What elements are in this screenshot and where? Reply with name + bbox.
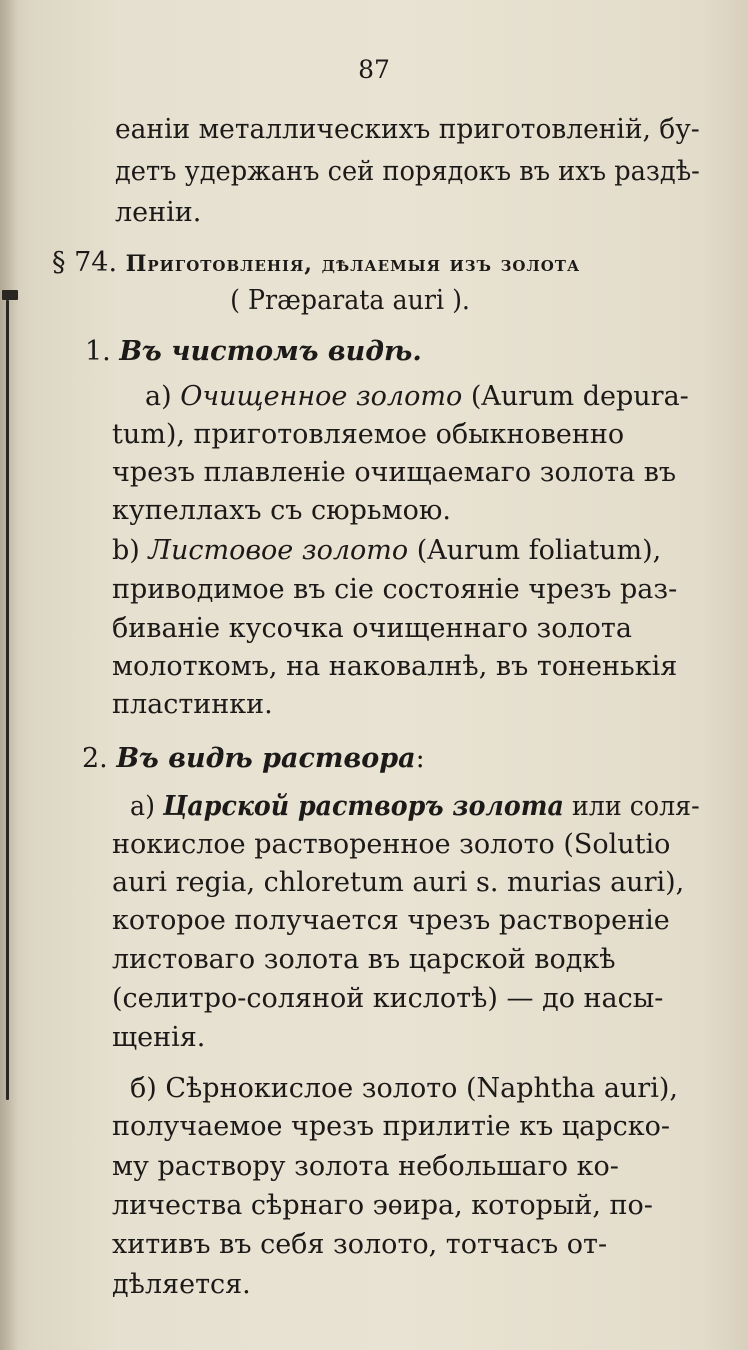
line-text: получаемое чрезъ прилитіе къ царско- [112, 1111, 670, 1142]
text-line [112, 612, 632, 646]
subsection-title: Въ видѣ раствора [116, 743, 416, 774]
line-text: щенія. [112, 1022, 206, 1053]
text-line [112, 1268, 251, 1302]
subsection-title: Въ чистомъ видѣ. [119, 336, 422, 367]
text-line [130, 1072, 678, 1106]
subsection-heading [85, 335, 422, 369]
line-text: леніи. [115, 197, 202, 228]
text-line [112, 573, 677, 607]
subsection-heading [82, 742, 425, 776]
line-text: дѣляется. [112, 1269, 251, 1300]
line-text: еаніи металлическихъ приготовленій, бу- [115, 114, 700, 145]
line-text: молоткомъ, на наковалнѣ, въ тоненькія [112, 651, 678, 682]
text-line [112, 534, 661, 568]
section-number: § 74. [52, 247, 118, 278]
line-text: хитивъ въ себя золото, тотчасъ от- [112, 1229, 608, 1260]
text-line [112, 866, 684, 900]
text-line [112, 418, 624, 452]
line-text: нокислое растворенное золото (Solutio [112, 829, 671, 860]
section-heading [52, 246, 692, 281]
text-line [112, 1021, 205, 1055]
line-text: личества сѣрнаго эѳира, который, по- [112, 1190, 653, 1221]
text-line [112, 982, 663, 1016]
line-text: б) Сѣрнокислое золото (Naphtha auri), [130, 1073, 678, 1104]
item-name: Листовое золото [148, 535, 409, 566]
item-name: Очищенное золото [180, 381, 463, 412]
line-text: auri regia, chloretum auri s. murias auri), [112, 867, 685, 898]
line-text: (Aurum foliatum), [416, 535, 662, 566]
line-text: или соля- [571, 791, 700, 822]
text-line [112, 1110, 670, 1144]
text-line [112, 494, 451, 528]
line-text: детъ удержанъ сей порядокъ въ ихъ раздѣ- [115, 156, 700, 187]
text-line [112, 456, 676, 490]
line-text: чрезъ плавленіе очищаемаго золота въ [112, 457, 677, 488]
line-text: (селитро-соляной кислотѣ) — до насы- [112, 983, 664, 1014]
page-number: 87 [358, 55, 390, 84]
section-title: Приготовленія, дѣлаемыя изъ золота [125, 251, 581, 277]
text-line [112, 1189, 653, 1223]
text-line [145, 380, 689, 414]
section-latin-title [0, 284, 700, 318]
text-line [112, 1228, 607, 1262]
line-text: листоваго золота въ царской водкѣ [112, 944, 616, 975]
line-text: биваніе кусочка очищеннаго золота [112, 613, 632, 644]
text-line [112, 828, 670, 862]
line-text: му раствору золота небольшаго ко- [112, 1151, 619, 1182]
line-text: приводимое въ сіе состояніе чрезъ раз- [112, 574, 678, 605]
text-line [112, 904, 670, 938]
text-line [112, 1150, 619, 1184]
text-line [112, 650, 677, 684]
line-text: пластинки. [112, 689, 273, 720]
item-letter: b) [112, 535, 140, 566]
text-line [115, 155, 700, 189]
text-line [130, 790, 700, 824]
item-letter: a) [145, 381, 172, 412]
line-text: купеллахъ съ сюрьмою. [112, 495, 451, 526]
line-text: tum), приготовляемое обыкновенно [112, 419, 625, 450]
line-text: которое получается чрезъ раствореніе [112, 905, 670, 936]
subsection-number: 2. [82, 743, 108, 774]
text-line [115, 113, 700, 147]
line-text: (Aurum depura- [470, 381, 689, 412]
text-line [115, 196, 201, 230]
item-name: Царской растворъ золота [162, 791, 564, 822]
item-letter: a) [130, 791, 155, 822]
subsection-number: 1. [85, 336, 111, 367]
latin-title: ( Præparata auri ). [230, 285, 470, 316]
heading-colon: : [415, 743, 425, 774]
text-line [112, 943, 616, 977]
text-line [112, 688, 273, 722]
